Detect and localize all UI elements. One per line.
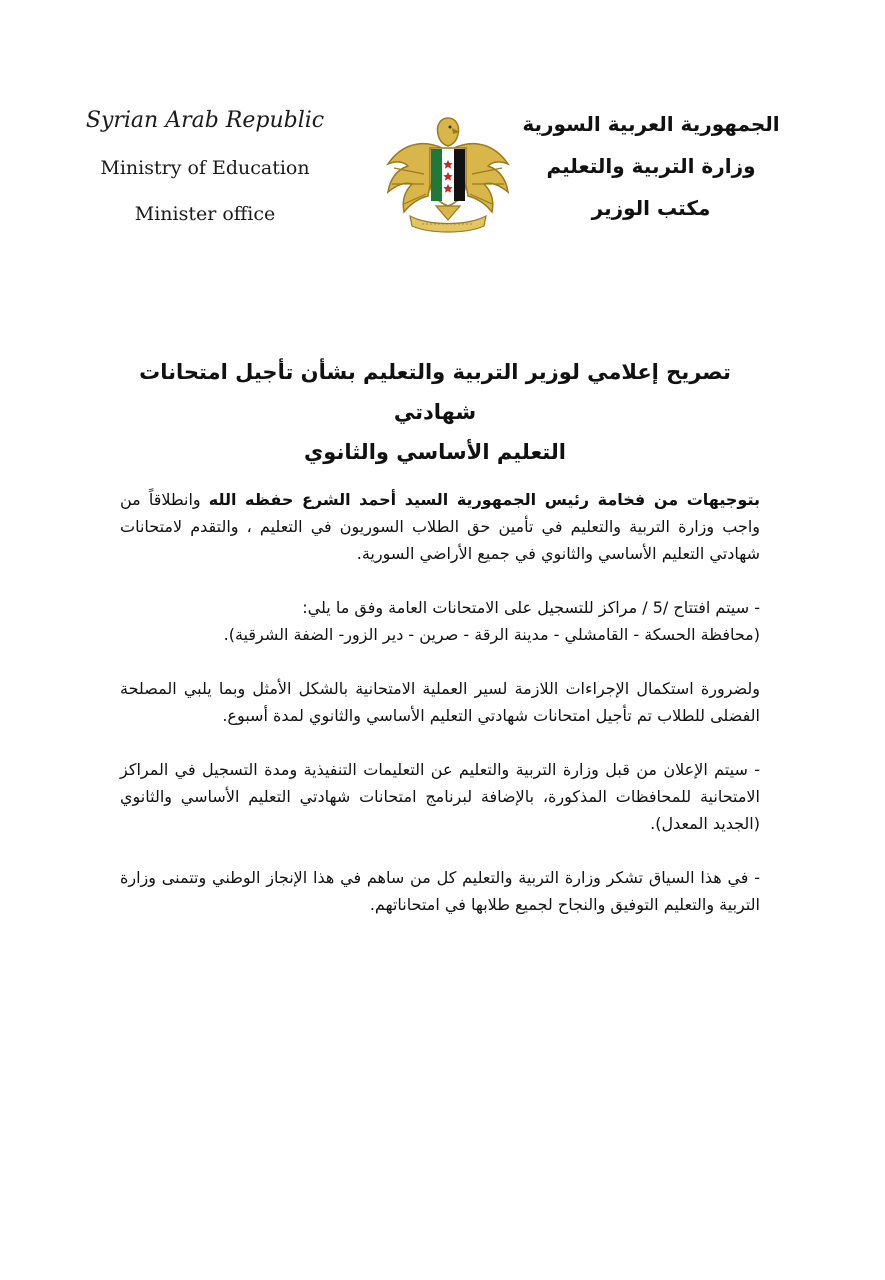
title-line-1: تصريح إعلامي لوزير التربية والتعليم بشأن تأجيل امتحانات شهادتي [139, 360, 731, 424]
directive-bold-text: بتوجيهات من فخامة رئيس الجمهورية السيد أحمد الشرع حفظه الله [208, 490, 760, 509]
directive-text: وانطلاقاً من واجب وزارة التربية والتعليم في تأمين حق الطلاب السوريون في التعليم ، والتقدم لامتحانات شهادتي التعليم الأساسي والثانوي في جميع الأراضي السورية. [120, 490, 760, 563]
letterhead-arabic [501, 112, 801, 220]
syrian-eagle-emblem-icon [380, 108, 516, 236]
centers-list: (محافظة الحسكة - القامشلي - مدينة الرقة - صرين - دير الزور- الضفة الشرقية). [223, 625, 760, 644]
country-name-en: Syrian Arab Republic [85, 108, 325, 133]
ministry-name-ar: وزارة التربية والتعليم [546, 154, 756, 178]
ministry-name-en: Ministry of Education [100, 157, 310, 179]
paragraph-thanks: - في هذا السياق تشكر وزارة التربية والتعليم كل من ساهم في هذا الإنجاز الوطني وتتمنى وزارة التربية والتعليم التوفيق والنجاح لجميع طلابها في امتحاناتهم. [120, 868, 760, 914]
letterhead-english [60, 108, 350, 225]
country-name-ar: الجمهورية العربية السورية [522, 112, 780, 136]
statement-title [130, 352, 740, 472]
centers-announcement: - سيتم افتتاح /5 / مراكز للتسجيل على الامتحانات العامة وفق ما يلي: [302, 598, 760, 617]
office-name-en: Minister office [134, 203, 276, 225]
paragraph-centers [120, 594, 760, 648]
statement-body [120, 486, 760, 918]
paragraph-postponement: ولضرورة استكمال الإجراءات اللازمة لسير العملية الامتحانية بالشكل الأمثل وبما يلبي المصلحة الفضلى للطلاب تم تأجيل امتحانات شهادتي التعليم الأساسي والثانوي لمدة أسبوع. [120, 679, 760, 725]
office-name-ar: مكتب الوزير [591, 196, 711, 220]
paragraph-directive [120, 486, 760, 567]
title-line-2: التعليم الأساسي والثانوي [304, 440, 566, 464]
paragraph-instructions: - سيتم الإعلان من قبل وزارة التربية والتعليم عن التعليمات التنفيذية ومدة التسجيل في المراكز الامتحانية للمحافظات المذكورة، بالإضافة لبرنامج امتحانات شهادتي التعليم الأساسي والثانوي (الجديد المعدل). [120, 760, 760, 833]
